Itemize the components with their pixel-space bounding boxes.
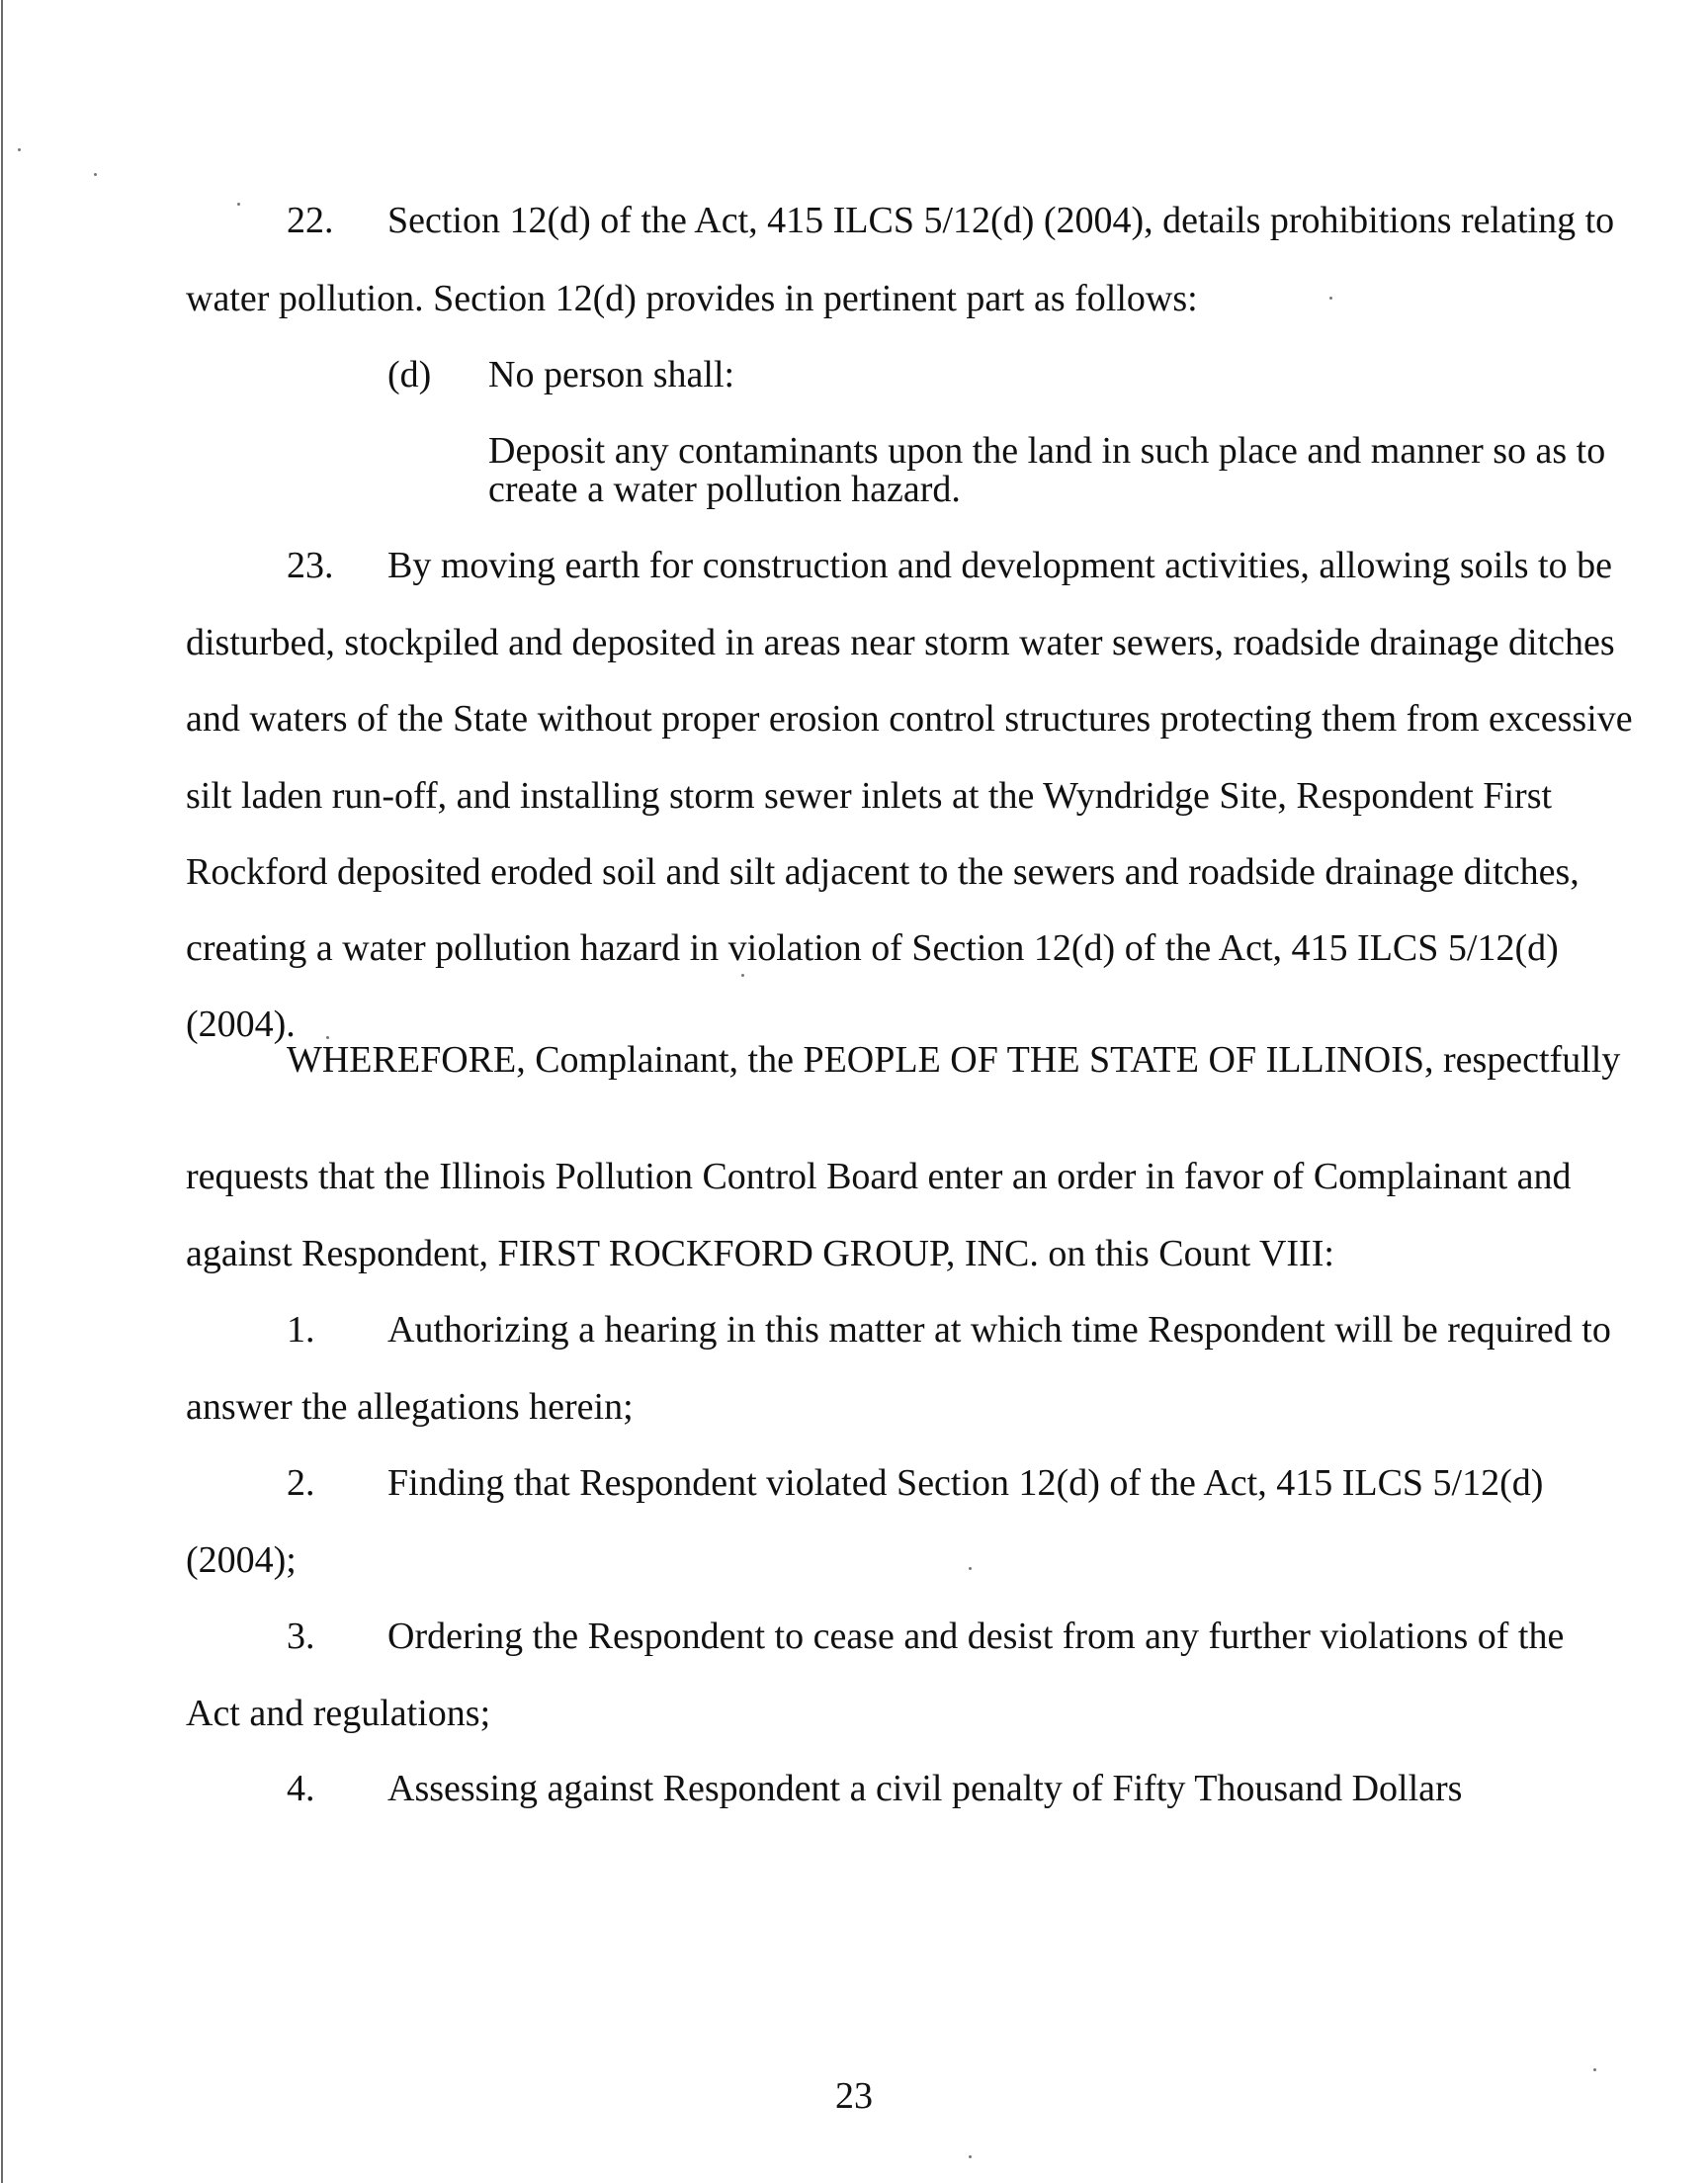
paragraph-line: By moving earth for construction and development activities, allowing soils to be xyxy=(387,545,1612,586)
relief-number: 3. xyxy=(287,1615,315,1657)
relief-line: Finding that Respondent violated Section 12(d) of the Act, 415 ILCS 5/12(d) xyxy=(387,1462,1544,1504)
scan-speck xyxy=(1329,297,1332,300)
quote-marker: (d) xyxy=(387,354,432,395)
quote-intro: No person shall: xyxy=(488,354,735,395)
relief-line: (2004); xyxy=(186,1539,297,1581)
scan-speck xyxy=(237,203,240,206)
scan-speck xyxy=(94,173,97,176)
relief-line: Ordering the Respondent to cease and desist from any further violations of the xyxy=(387,1615,1565,1657)
relief-line: Act and regulations; xyxy=(186,1693,491,1734)
quote-body-line: create a water pollution hazard. xyxy=(488,469,961,510)
paragraph-line: WHEREFORE, Complainant, the PEOPLE OF THE STATE OF ILLINOIS, respectfully xyxy=(287,1039,1621,1081)
paragraph-number: 23. xyxy=(287,545,334,586)
scan-speck xyxy=(969,2155,972,2158)
relief-line: answer the allegations herein; xyxy=(186,1386,634,1428)
relief-number: 2. xyxy=(287,1462,315,1504)
scan-speck xyxy=(969,1567,972,1570)
paragraph-line: disturbed, stockpiled and deposited in areas near storm water sewers, roadside drainage ditches xyxy=(186,622,1615,663)
scan-speck xyxy=(1593,2068,1596,2071)
paragraph-line: against Respondent, FIRST ROCKFORD GROUP, INC. on this Count VIII: xyxy=(186,1233,1334,1274)
relief-line: Authorizing a hearing in this matter at which time Respondent will be required to xyxy=(387,1309,1611,1351)
paragraph-line: creating a water pollution hazard in violation of Section 12(d) of the Act, 415 ILCS 5/12(d) xyxy=(186,927,1559,969)
paragraph-line: water pollution. Section 12(d) provides in pertinent part as follows: xyxy=(186,278,1198,319)
paragraph-line: Rockford deposited eroded soil and silt adjacent to the sewers and roadside drainage ditches, xyxy=(186,851,1580,893)
paragraph-number: 22. xyxy=(287,200,334,241)
page-number: 23 xyxy=(835,2075,873,2117)
paragraph-line: silt laden run-off, and installing storm sewer inlets at the Wyndridge Site, Respondent First xyxy=(186,775,1553,817)
paragraph-line: and waters of the State without proper erosion control structures protecting them from excessive xyxy=(186,698,1633,740)
scan-edge xyxy=(1,0,3,2183)
relief-number: 4. xyxy=(287,1768,315,1809)
quote-body-line: Deposit any contaminants upon the land in such place and manner so as to xyxy=(488,430,1606,472)
relief-line: Assessing against Respondent a civil penalty of Fifty Thousand Dollars xyxy=(387,1768,1463,1809)
scan-speck xyxy=(18,148,21,151)
paragraph-line: requests that the Illinois Pollution Control Board enter an order in favor of Complainant and xyxy=(186,1156,1572,1197)
relief-number: 1. xyxy=(287,1309,315,1351)
paragraph-line: (2004). xyxy=(186,1004,296,1045)
paragraph-line: Section 12(d) of the Act, 415 ILCS 5/12(d) (2004), details prohibitions relating to xyxy=(387,200,1615,241)
scan-speck xyxy=(741,974,744,977)
